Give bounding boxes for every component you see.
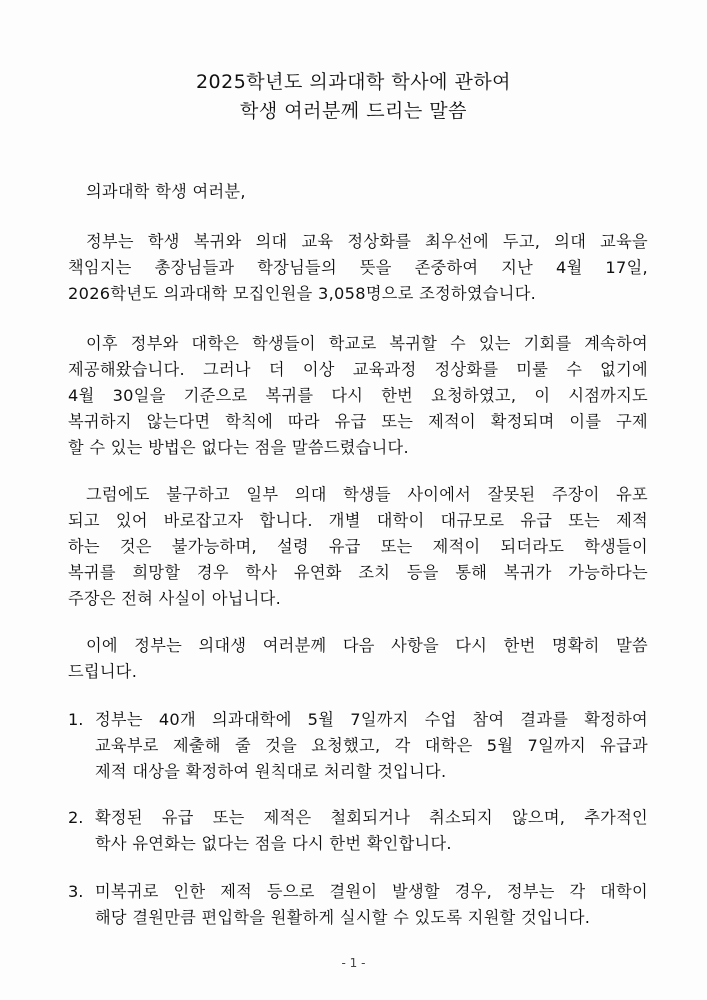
document-title-line-1: 2025학년도 의과대학 학사에 관하여 [195, 71, 512, 93]
paragraph-line: 이에 정부는 의대생 여러분께 다음 사항을 다시 한번 명확히 말씀 [86, 636, 648, 655]
paragraph-line: 드립니다. [68, 662, 138, 681]
paragraph-line: 이후 정부와 대학은 학생들이 학교로 복귀할 수 있는 기회를 계속하여 [86, 334, 648, 353]
list-line: 확정된 유급 또는 제적은 철회되거나 취소되지 않으며, 추가적인 [95, 808, 648, 827]
paragraph-line: 책임지는 총장님들과 학장님들의 뜻을 존중하여 지난 4월 17일, [68, 258, 648, 277]
paragraph-line: 2026학년도 의과대학 모집인원을 3,058명으로 조정하였습니다. [68, 284, 537, 303]
document-title-line-2: 학생 여러분께 드리는 말씀 [239, 100, 467, 122]
salutation: 의과대학 학생 여러분, [86, 182, 246, 201]
paragraph-line: 복귀하지 않는다면 학칙에 따라 유급 또는 제적이 확정되며 이를 구제 [68, 412, 648, 431]
list-line: 미복귀로 인한 제적 등으로 결원이 발생할 경우, 정부는 각 대학이 [95, 882, 648, 901]
list-line: 정부는 40개 의과대학에 5월 7일까지 수업 참여 결과를 확정하여 [95, 710, 648, 729]
list-line: 해당 결원만큼 편입학을 원활하게 실시할 수 있도록 지원할 것입니다. [95, 908, 591, 927]
paragraph-line: 복귀를 희망할 경우 학사 유연화 조치 등을 통해 복귀가 가능하다는 [68, 563, 648, 582]
list-number: 3. [68, 882, 84, 901]
page-number: - 1 - [341, 956, 366, 970]
paragraph-line: 되고 있어 바로잡고자 합니다. 개별 대학이 대규모로 유급 또는 제적 [68, 511, 648, 530]
paragraph-line: 4월 30일을 기준으로 복귀를 다시 한번 요청하였고, 이 시점까지도 [68, 386, 648, 405]
list-line: 제적 대상을 확정하여 원칙대로 처리할 것입니다. [95, 762, 447, 781]
paragraph-line: 하는 것은 불가능하며, 설령 유급 또는 제적이 되더라도 학생들이 [68, 537, 648, 556]
paragraph-line: 할 수 있는 방법은 없다는 점을 말씀드렸습니다. [68, 438, 409, 457]
list-number: 1. [68, 710, 84, 729]
list-number: 2. [68, 808, 84, 827]
paragraph-line: 정부는 학생 복귀와 의대 교육 정상화를 최우선에 두고, 의대 교육을 [86, 232, 648, 251]
paragraph-line: 제공해왔습니다. 그러나 더 이상 교육과정 정상화를 미룰 수 없기에 [68, 360, 648, 379]
list-line: 교육부로 제출해 줄 것을 요청했고, 각 대학은 5월 7일까지 유급과 [95, 736, 648, 755]
list-line: 학사 유연화는 없다는 점을 다시 한번 확인합니다. [95, 834, 452, 853]
paragraph-line: 주장은 전혀 사실이 아닙니다. [68, 589, 282, 608]
paragraph-line: 그럼에도 불구하고 일부 의대 학생들 사이에서 잘못된 주장이 유포 [86, 485, 648, 504]
